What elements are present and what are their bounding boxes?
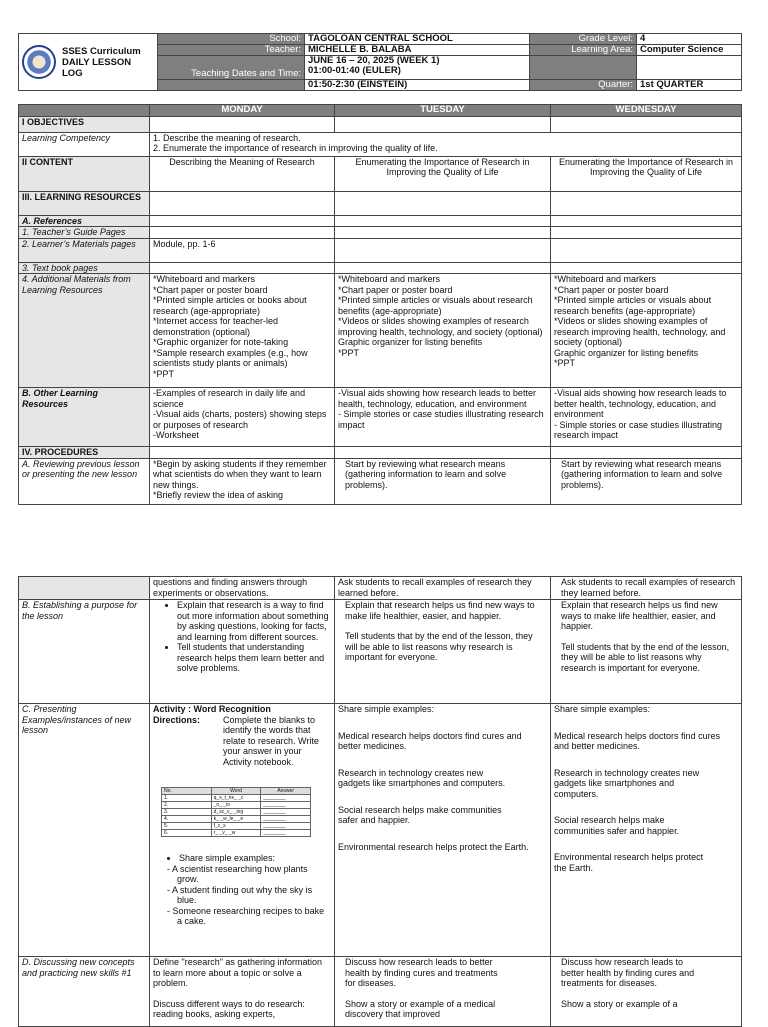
objectives-wed (551, 116, 742, 132)
school-value: TAGOLOAN CENTRAL SCHOOL (305, 34, 530, 45)
purpose-mon-item: • Tell students that understanding research helps them learn better and solve problems. (177, 642, 331, 674)
lm-tue (335, 238, 551, 262)
resources-heading: III. LEARNING RESOURCES (19, 191, 150, 215)
ex-tech-wed: Research in technology creates new gadgets like smartphones and computers. (554, 767, 700, 799)
add-mon-item: *Whiteboard and markers (153, 274, 256, 284)
purpose-label: B. Establishing a purpose for the lesson (19, 600, 150, 704)
add-mon-item: *Sample research examples (e.g., how scientists study plants or animals) (153, 347, 308, 368)
table-row (162, 830, 311, 837)
presenting-tue (335, 704, 551, 957)
discuss-tue-p2: Show a story or example of a medical discovery that improved (345, 998, 496, 1019)
word-cell: f_c_s (211, 823, 261, 830)
discuss-wed-p1: Discuss how research leads to better health by finding cures and treatments for diseases. (561, 957, 695, 988)
add-tue-item: *Printed simple articles or visuals about research benefits (age-appropriate) (338, 295, 533, 316)
directions-text: Complete the blanks to identify the words that relate to research. Write your answer in your Activity notebook. (223, 714, 319, 767)
additional-label: 4. Additional Materials from Learning Resources (19, 274, 150, 388)
ex-medical-wed: Medical research helps doctors find cures and better medicines. (554, 730, 721, 751)
time-euler: 01:00-01:40 (EULER) (308, 65, 401, 76)
review-mon-line: *Begin by asking students if they remember what scientists do when they want to learn new things. (153, 458, 327, 490)
table-row (162, 809, 311, 816)
objectives-mon (150, 116, 335, 132)
tb-wed (551, 262, 742, 274)
purpose-wed-p1: Explain that research helps us find new ways to make life healthier, easier, and happier. (561, 600, 718, 631)
objectives-heading: I OBJECTIVES (19, 116, 150, 132)
other-mon-item: -Worksheet (153, 430, 199, 440)
table-row (162, 802, 311, 809)
add-wed-item: Graphic organizer for listing benefits (554, 347, 699, 358)
resources-wed (551, 191, 742, 215)
share-dash-list (153, 864, 331, 927)
word-cell: r_ _v_ _w (211, 830, 261, 837)
cont-wed: Ask students to recall examples of research they learned before. (551, 577, 742, 600)
purpose-mon-list (153, 600, 331, 674)
time-einstein: 01:50-2:30 (EINSTEIN) (305, 80, 530, 91)
other-tue-item: -Visual aids showing how research leads to better health, technology, education, and environment (338, 388, 536, 409)
procedures-wed (551, 447, 742, 459)
word-no: 5. (162, 823, 212, 830)
table-row (162, 823, 311, 830)
answer-cell: ________ (261, 809, 311, 816)
ex-social-wed: Social research helps make communities safer and happier. (554, 815, 680, 836)
table-row (162, 816, 311, 823)
resources-mon (150, 191, 335, 215)
purpose-mon (150, 600, 335, 704)
add-mon-item: *Printed simple articles or books about research (age-appropriate) (153, 295, 307, 316)
word-cell: q_s_t_ns_ _c (211, 795, 261, 802)
competency-1: 1. Describe the meaning of research. (153, 132, 301, 143)
competency-2: 2. Enumerate the importance of research in improving the quality of life. (153, 143, 438, 153)
tb-label: 3. Text book pages (19, 262, 150, 274)
cont-mon: questions and finding answers through experiments or observations. (150, 577, 335, 600)
add-wed-item: *PPT (554, 358, 576, 368)
dates-line: JUNE 16 – 20, 2025 (WEEK 1) (308, 55, 440, 66)
share-label-tue: Share simple examples: (338, 704, 435, 714)
quarter-value: 1st QUARTER (637, 80, 742, 91)
add-wed-item: *Whiteboard and markers (554, 274, 657, 284)
quarter-label: Quarter: (530, 80, 637, 91)
area-label: Learning Area: (530, 45, 637, 56)
tg-tue (335, 227, 551, 239)
add-wed-item: *Videos or slides showing examples of research improving health, technology, and society (optional) (554, 316, 726, 347)
discuss-tue (335, 957, 551, 1027)
purpose-tue-p1: Explain that research helps us find new ways to make life healthier, easier, and happier. (345, 600, 535, 621)
add-tue-item: *PPT (338, 347, 360, 358)
share-dash-item: - A scientist researching how plants grow. (177, 864, 331, 885)
review-label: A. Reviewing previous lesson or presenting the new lesson (19, 458, 150, 504)
ex-env-wed: Environmental research helps protect the Earth. (554, 852, 704, 873)
dates-value (305, 56, 530, 80)
purpose-wed-p2: Tell students that by the end of the lesson, they will be able to list reasons why research is important for everyone. (561, 641, 730, 673)
discuss-label: D. Discussing new concepts and practicing new skills #1 (19, 957, 150, 1027)
header-title-cell (19, 34, 158, 91)
ex-env-tue: Environmental research helps protect the Earth. (338, 841, 529, 852)
answer-cell: ________ (261, 795, 311, 802)
cont-tue: Ask students to recall examples of research they learned before. (335, 577, 551, 600)
content-wed: Enumerating the Importance of Research in Improving the Quality of Life (551, 156, 742, 191)
deped-seal-icon (22, 45, 56, 79)
other-tue-item: - Simple stories or case studies illustrating research impact (338, 409, 544, 430)
other-mon-item: -Examples of research in daily life and science (153, 388, 306, 409)
purpose-wed (551, 600, 742, 704)
ex-tech-tue: Research in technology creates new gadgets like smartphones and computers. (338, 767, 506, 788)
additional-wed (551, 274, 742, 388)
ex-medical-tue: Medical research helps doctors find cures and better medicines. (338, 730, 522, 751)
day-wednesday: WEDNESDAY (551, 105, 742, 117)
activity-title: Activity : Word Recognition (153, 704, 271, 714)
review-mon (150, 458, 335, 504)
share-dash-item: - Someone researching recipes to bake a cake. (177, 906, 331, 927)
teacher-label: Teacher: (158, 45, 305, 56)
competency-label: Learning Competency (19, 132, 150, 156)
word-no: 2. (162, 802, 212, 809)
discuss-wed-p2: Show a story or example of a (561, 998, 678, 1009)
references-wed (551, 215, 742, 227)
ex-social-tue: Social research helps make communities safer and happier. (338, 804, 502, 825)
tg-mon (150, 227, 335, 239)
lm-mon: Module, pp. 1-6 (150, 238, 335, 262)
presenting-mon (150, 704, 335, 957)
references-tue (335, 215, 551, 227)
answer-cell: ________ (261, 823, 311, 830)
review-mon-line: *Briefly review the idea of asking (153, 490, 284, 500)
presenting-wed (551, 704, 742, 957)
lm-label: 2. Learner’s Materials pages (19, 238, 150, 262)
word-table-head: No. (162, 788, 212, 795)
discuss-tue-p1: Discuss how research leads to better health by finding cures and treatments for diseases. (345, 957, 498, 988)
add-mon-item: *Internet access for teacher-led demonstration (optional) (153, 316, 279, 337)
word-cell: k_ _w_le_ _e (211, 816, 261, 823)
dates-label: Teaching Dates and Time: (158, 56, 305, 80)
additional-tue (335, 274, 551, 388)
other-label: B. Other Learning Resources (19, 388, 150, 447)
teacher-value: MICHELLE B. BALABA (305, 45, 530, 56)
add-tue-item: Graphic organizer for listing benefits (338, 337, 483, 347)
discuss-wed (551, 957, 742, 1027)
directions-block (153, 715, 331, 768)
word-table (161, 787, 311, 837)
table-row (162, 795, 311, 802)
purpose-tue (335, 600, 551, 704)
corner-cell (19, 105, 150, 117)
additional-mon (150, 274, 335, 388)
tg-label: 1. Teacher’s Guide Pages (19, 227, 150, 239)
doc-title: SSES Curriculum DAILY LESSON LOG (62, 45, 141, 79)
objectives-tue (335, 116, 551, 132)
answer-cell: ________ (261, 816, 311, 823)
other-wed-item: -Visual aids showing how research leads to better health, technology, education, and environment (554, 388, 727, 419)
add-tue-item: *Whiteboard and markers (338, 274, 441, 284)
procedures-tue (335, 447, 551, 459)
word-no: 4. (162, 816, 212, 823)
discuss-mon-p2: Discuss different ways to do research: reading books, asking experts, (153, 998, 305, 1019)
references-mon (150, 215, 335, 227)
content-tue: Enumerating the Importance of Research in Improving the Quality of Life (335, 156, 551, 191)
tb-mon (150, 262, 335, 274)
word-no: 6. (162, 830, 212, 837)
directions-label: Directions: (153, 714, 201, 725)
other-mon (150, 388, 335, 447)
other-mon-item: -Visual aids (charts, posters) showing steps or purposes of research (153, 409, 327, 430)
add-tue-item: *Chart paper or poster board (338, 284, 453, 295)
grade-value: 4 (637, 34, 742, 45)
tg-wed (551, 227, 742, 239)
header-table (18, 33, 742, 91)
word-cell: _o_ _io (211, 802, 261, 809)
other-tue (335, 388, 551, 447)
purpose-mon-item: • Explain that research is a way to find out more information about something by asking questions, looking for facts, and learning from different sources. (177, 600, 331, 642)
purpose-tue-p2: Tell students that by the end of the lesson, they will be able to list reasons why research is important for everyone. (345, 631, 533, 662)
add-mon-item: *Graphic organizer for note-taking (153, 337, 289, 347)
procedures-heading: IV. PROCEDURES (19, 447, 150, 459)
add-wed-item: *Printed simple articles or visuals about research benefits (age-appropriate) (554, 295, 712, 316)
word-table-head: Answer (261, 788, 311, 795)
share-dash-item: - A student finding out why the sky is blue. (177, 885, 331, 906)
quarter-spacer (530, 56, 637, 80)
word-cell: d_sc_v_ _ing (211, 809, 261, 816)
other-wed-item: - Simple stories or case studies illustrating research impact (554, 419, 723, 440)
references-heading: A. References (19, 215, 150, 227)
day-monday: MONDAY (150, 105, 335, 117)
share-bullet-list (153, 853, 331, 864)
review-tue: Start by reviewing what research means (gathering information to learn and solve problems). (335, 458, 551, 504)
answer-cell: ________ (261, 830, 311, 837)
content-mon: Describing the Meaning of Research (150, 156, 335, 191)
add-wed-item: *Chart paper or poster board (554, 284, 669, 295)
lm-wed (551, 238, 742, 262)
share-bullet: • Share simple examples: (179, 853, 331, 864)
day-tuesday: TUESDAY (335, 105, 551, 117)
lesson-table-page1 (18, 104, 742, 505)
word-no: 3. (162, 809, 212, 816)
cont-label (19, 577, 150, 600)
content-heading: II CONTENT (19, 156, 150, 191)
add-tue-item: *Videos or slides showing examples of research improving health, technology, and society (optional) (338, 316, 543, 337)
competency-text (150, 132, 742, 156)
add-mon-item: *Chart paper or poster board (153, 284, 268, 295)
grade-label: Grade Level: (530, 34, 637, 45)
discuss-mon-p1: Define "research" as gathering information to learn more about a topic or solve a problem. (153, 957, 322, 988)
presenting-label: C. Presenting Examples/instances of new lesson (19, 704, 150, 957)
tb-tue (335, 262, 551, 274)
lesson-table-page2 (18, 576, 742, 1027)
discuss-mon (150, 957, 335, 1027)
other-wed (551, 388, 742, 447)
quarter-spacer-value (637, 56, 742, 80)
procedures-mon (150, 447, 335, 459)
time-spacer (158, 80, 305, 91)
word-table-head: Word (211, 788, 261, 795)
review-wed: Start by reviewing what research means (gathering information to learn and solve problems). (551, 458, 742, 504)
school-label: School: (158, 34, 305, 45)
area-value: Computer Science (637, 45, 742, 56)
answer-cell: ________ (261, 802, 311, 809)
share-label-wed: Share simple examples: (554, 704, 651, 714)
add-mon-item: *PPT (153, 368, 175, 379)
resources-tue (335, 191, 551, 215)
word-no: 1. (162, 795, 212, 802)
